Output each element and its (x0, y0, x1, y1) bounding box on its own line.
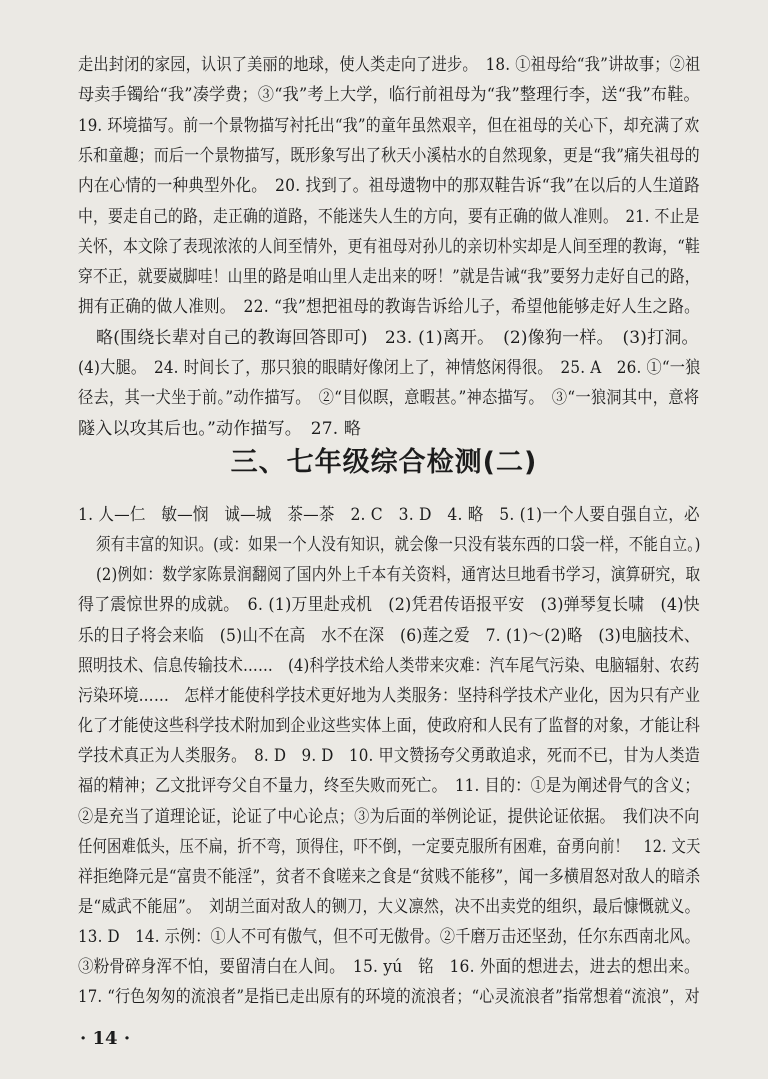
text-line: 乐和童趣；而后一个景物描写，既形象写出了秋天小溪枯水的自然现象，更是“我”痛失祖母的 (78, 145, 700, 166)
text-line: 内在心情的一种典型外化。 20. 找到了。祖母遗物中的那双鞋告诉“我”在以后的人生道路 (78, 176, 700, 197)
text-line: 福的精神；乙文批评夸父自不量力，终至失败而死亡。 11. 目的：①是为阐述骨气的含义； (78, 776, 700, 797)
text-line: 得了震惊世界的成就。 6. (1)万里赴戎机 (2)凭君传语报平安 (3)弹琴复长啸 (4)快 (78, 595, 700, 616)
text-line: 乐的日子将会来临 (5)山不在高 水不在深 (6)莲之爱 7. (1)～(2)略 (3)电脑技术、 (78, 625, 700, 646)
text-line: 径去，其一犬坐于前。”动作描写。 ②“目似瞑，意暇甚。”神态描写。 ③“一狼洞其中，意将 (78, 388, 700, 409)
text-line: 是“威武不能屈”。 刘胡兰面对敌人的铡刀，大义凛然，决不出卖党的组织，最后慷慨就义。 (78, 896, 700, 917)
text-line: ②是充当了道理论证，论证了中心论点；③为后面的举例论证，提供论证依据。 我们决不向 (78, 806, 700, 827)
text-line: 穿不正，就要崴脚哇！山里的路是咱山里人走出来的呀！”就是告诫“我”要努力走好自己的路， (78, 267, 700, 288)
page-number: · 14 · (80, 1028, 131, 1049)
text-line: 祥拒绝降元是“富贵不能淫”，贫者不食嗟来之食是“贫贱不能移”，闻一多横眉怒对敌人的暗杀 (78, 866, 701, 887)
text-line: (4)大腿。 24. 时间长了，那只狼的眼睛好像闭上了，神情悠闲得很。 25. A 26. ①“一狼 (78, 358, 701, 378)
text-line: 照明技术、信息传输技术…… (4)科学技术给人类带来灾难：汽车尾气污染、电脑辐射、农药 (78, 655, 700, 676)
text-line: 污染环境…… 怎样才能使科学技术更好地为人类服务：坚持科学技术产业化，因为只有产业 (78, 685, 700, 706)
text-line: 略(围绕长辈对自己的教诲回答即可) 23. (1)离开。 (2)像狗一样。 (3)打洞。 (96, 327, 699, 348)
text-line: (2)例如：数学家陈景润翻阅了国内外上千本有关资料，通宵达旦地看书学习，演算研究，取 (96, 565, 701, 586)
section-heading: 三、七年级综合检测(二) (230, 447, 538, 478)
text-line: 中，要走自己的路，走正确的道路，不能迷失人生的方向，要有正确的做人准则。 21. 不止是 (78, 206, 700, 227)
text-line: 化了才能使这些科学技术附加到企业这些实体上面，使政府和人民有了监督的对象，才能让科 (78, 716, 700, 737)
text-line: 1. 人—仁 敏—悯 诚—城 茶—茶 2. C 3. D 4. 略 5. (1)一个人要自强自立，必 (78, 505, 700, 525)
text-line: 走出封闭的家园，认识了美丽的地球，使人类走向了进步。 18. ①祖母给“我”讲故事；②祖 (78, 55, 701, 75)
text-line: 母卖手镯给“我”凑学费；③“我”考上大学，临行前祖母为“我”整理行李，送“我”布鞋。 (78, 85, 700, 106)
text-line: 任何困难低头，压不扁，折不弯，顶得住，吓不倒，一定要克服所有困难，奋勇向前！ 12. 文天 (78, 836, 701, 857)
text-line: 隧入以攻其后也。”动作描写。 27. 略 (78, 418, 362, 439)
text-line: 19. 环境描写。前一个景物描写衬托出“我”的童年虽然艰辛，但在祖母的关心下，却充满了欢 (78, 115, 700, 136)
text-line: 17. “行色匆匆的流浪者”是指已走出原有的环境的流浪者；“心灵流浪者”指常想着“流浪”，对 (78, 987, 700, 1008)
text-line: 关怀，本文除了表现浓浓的人间至情外，更有祖母对孙儿的亲切朴实却是人间至理的教诲，“鞋 (78, 236, 700, 257)
text-line: 须有丰富的知识。(或：如果一个人没有知识，就会像一只没有装东西的口袋一样，不能自立。) (96, 535, 701, 556)
text-line: ③粉骨碎身浑不怕，要留清白在人间。 15. yú 铭 16. 外面的想进去，进去的想出来。 (78, 957, 700, 978)
text-line: 学技术真正为人类服务。 8. D 9. D 10. 甲文赞扬夸父勇敢追求，死而不已，甘为人类造 (78, 746, 700, 767)
text-line: 13. D 14. 示例：①人不可有傲气，但不可无傲骨。②千磨万击还坚劲，任尔东西南北风。 (78, 927, 700, 948)
text-line: 拥有正确的做人准则。 22. “我”想把祖母的教诲告诉给儿子，希望他能够走好人生之路。 (78, 297, 700, 318)
